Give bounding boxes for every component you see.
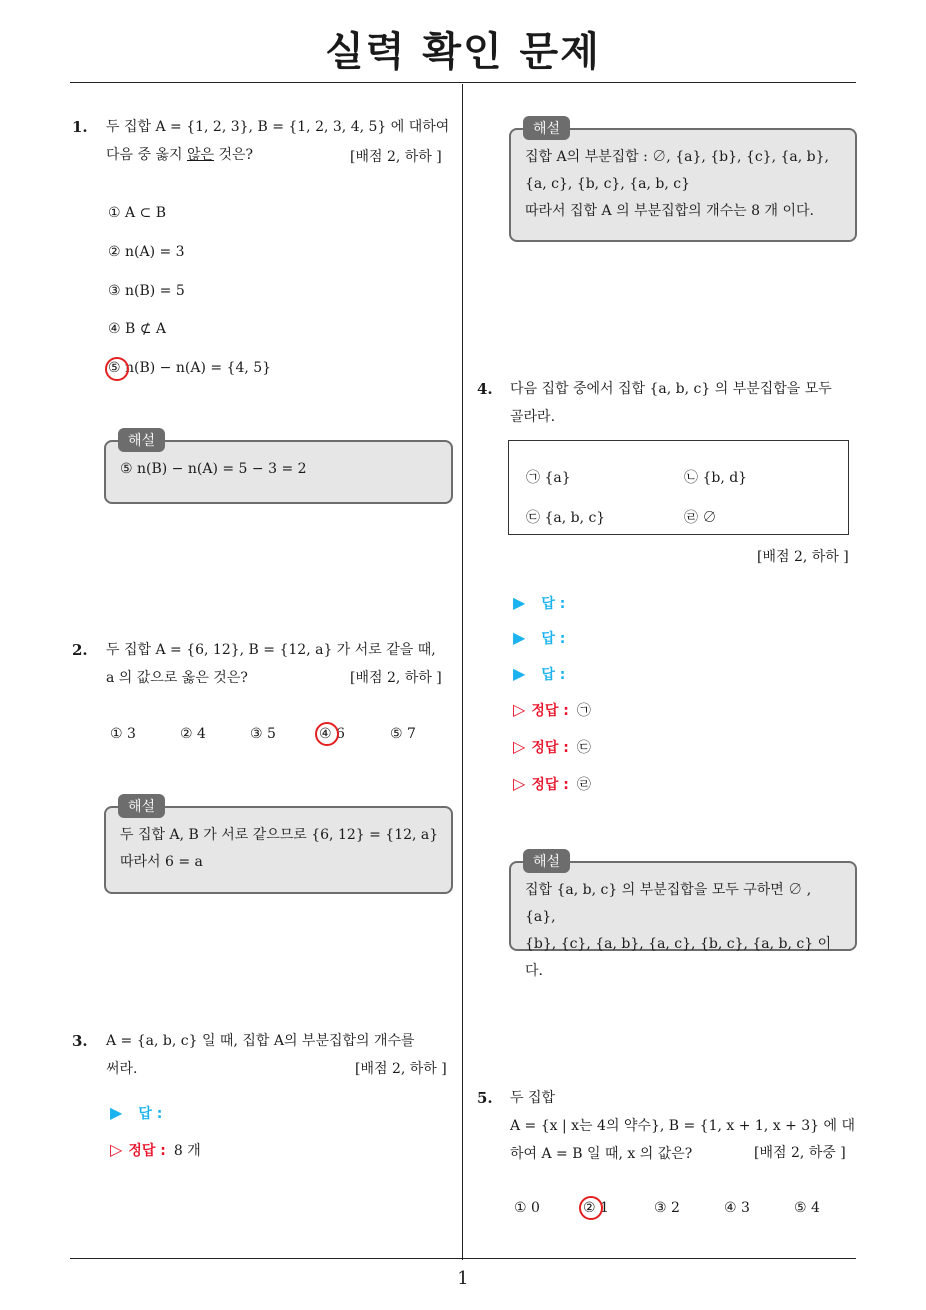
q5-score: [배점 2, 하중 ] [754,1145,846,1161]
q5-line2: A = {x | x는 4의 약수}, B = {1, x + 1, x + 3} 에 대 [510,1118,856,1134]
q5-answer-circle-mark [579,1196,603,1220]
q2-solution-box [104,806,453,894]
q1-underlined-word: 않은 [186,147,215,163]
q1-line2: 다음 중 옳지 않은 것은? [106,147,254,163]
q2-solution-line2: 따라서 6 = a [120,854,203,870]
q2-line2: a 의 값으로 옳은 것은? [106,670,248,686]
q2-choice-5[interactable]: ⑤ 7 [390,726,416,742]
q2-choice-3[interactable]: ③ 5 [250,726,276,742]
column-divider [462,84,463,1260]
q1-choice-4[interactable]: ④ B ⊄ A [108,321,167,337]
play-icon: ▶ [110,1103,123,1122]
q2-solution-tag: 해설 [118,794,165,818]
q3-answer-row: ▶ 답 : [110,1103,163,1122]
q1-answer-circle-mark [105,357,129,381]
q4-answer-row-3: ▶ 답 : [513,664,566,683]
q1-choice-1[interactable]: ① A ⊂ B [108,205,167,221]
q2-score: [배점 2, 하하 ] [350,670,442,686]
q4-option-d: ㉣ ∅ [684,510,717,526]
q3-solution-line1: 집합 A의 부분집합 : ∅, {a}, {b}, {c}, {a, b}, [525,149,829,165]
q4-option-a: ㉠ {a} [526,470,571,486]
q1-solution-tag: 해설 [118,428,165,452]
q3-score: [배점 2, 하하 ] [355,1061,447,1077]
q4-solution-line1: 집합 {a, b, c} 의 부분집합을 모두 구하면 ∅ , {a}, [525,882,812,925]
outline-play-icon: ▷ [110,1140,123,1159]
q1-line1: 두 집합 A = {1, 2, 3}, B = {1, 2, 3, 4, 5} 에 대하여 [106,119,450,135]
q4-answer-row-1: ▶ 답 : [513,593,566,612]
q2-choice-4[interactable]: ④ 6 [319,726,345,742]
q5-line3: 하여 A = B 일 때, x 의 값은? [510,1146,693,1162]
outline-play-icon: ▷ [513,700,526,719]
q5-choice-5[interactable]: ⑤ 4 [794,1200,820,1216]
q5-line1: 두 집합 [510,1090,556,1106]
q1-choice-2[interactable]: ② n(A) = 3 [108,244,185,260]
q5-choice-1[interactable]: ① 0 [514,1200,540,1216]
q4-option-c: ㉢ {a, b, c} [526,510,606,526]
play-icon: ▶ [513,628,526,647]
q1-solution-text: ⑤ n(B) − n(A) = 5 − 3 = 2 [120,461,307,477]
q3-solution-line3: 따라서 집합 A 의 부분집합의 개수는 8 개 이다. [525,203,814,219]
q5-number: 5. [477,1089,493,1107]
q4-solution-tag: 해설 [523,849,570,873]
q3-solution-box [509,128,857,242]
q5-choice-3[interactable]: ③ 2 [654,1200,680,1216]
q5-choice-4[interactable]: ④ 3 [724,1200,750,1216]
top-rule [70,82,856,83]
q1-score: [배점 2, 하하 ] [350,149,442,165]
q3-number: 3. [72,1032,88,1050]
q3-solution-line2: {a, c}, {b, c}, {a, b, c} [525,176,690,192]
q4-number: 4. [477,380,493,398]
q4-answer-row-2: ▶ 답 : [513,628,566,647]
play-icon: ▶ [513,593,526,612]
q1-number: 1. [72,118,88,136]
q2-choice-2[interactable]: ② 4 [180,726,206,742]
q4-solution-box [509,861,857,979]
q4-score: [배점 2, 하하 ] [757,549,849,565]
q3-correct-row: ▷ 정답 : 8 개 [110,1140,201,1159]
page-number: 1 [457,1268,469,1289]
q4-option-b: ㉡ {b, d} [684,470,748,486]
q1-choice-5[interactable]: ⑤ n(B) − n(A) = {4, 5} [108,360,272,376]
q4-solution-line2: {b}, {c}, {a, b}, {a, c}, {b, c}, {a, b, c} 이다. [525,936,832,979]
q5-choice-2[interactable]: ② 1 [583,1200,609,1216]
page-title: 실력 확인 문제 [325,29,601,75]
outline-play-icon: ▷ [513,774,526,793]
outline-play-icon: ▷ [513,737,526,756]
bottom-rule [70,1258,856,1259]
q4-correct-row-3: ▷ 정답 : ㉣ [513,774,591,793]
q3-solution-tag: 해설 [523,116,570,140]
q2-line1: 두 집합 A = {6, 12}, B = {12, a} 가 서로 같을 때, [106,642,436,658]
q4-text [510,375,860,431]
q3-line1: A = {a, b, c} 일 때, 집합 A의 부분집합의 개수를 [106,1033,415,1049]
q4-correct-row-2: ▷ 정답 : ㉢ [513,737,591,756]
q4-correct-row-1: ▷ 정답 : ㉠ [513,700,591,719]
q2-solution-line1: 두 집합 A, B 가 서로 같으므로 {6, 12} = {12, a} [120,827,439,843]
q2-answer-circle-mark [315,722,339,746]
q2-choice-1[interactable]: ① 3 [110,726,136,742]
q3-line2: 써라. [106,1061,138,1077]
q4-line2: 골라라. [510,409,556,425]
q2-number: 2. [72,641,88,659]
q4-line1: 다음 집합 중에서 집합 {a, b, c} 의 부분집합을 모두 [510,381,832,397]
play-icon: ▶ [513,664,526,683]
q1-choice-3[interactable]: ③ n(B) = 5 [108,283,185,299]
